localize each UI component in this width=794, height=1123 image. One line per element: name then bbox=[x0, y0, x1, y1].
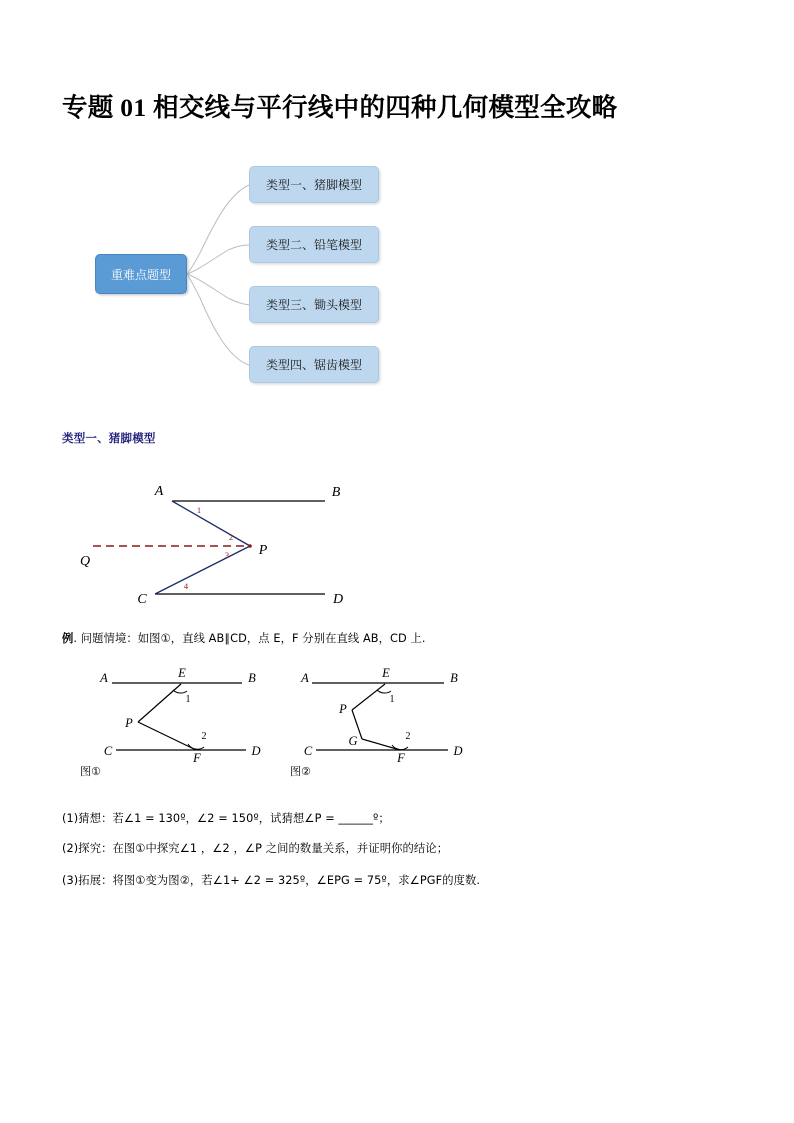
label-point-a: A bbox=[154, 484, 164, 499]
sub2-angle-label-1: 1 bbox=[389, 694, 395, 705]
sub2-angle-arc-1 bbox=[377, 690, 391, 693]
label-point-p: P bbox=[258, 543, 268, 558]
sub2-label-f: F bbox=[397, 751, 405, 765]
mindmap-leaf-node-4 bbox=[249, 346, 379, 383]
example-marker: 例 bbox=[62, 632, 74, 645]
sub2-angle-label-2: 2 bbox=[405, 731, 411, 742]
sub1-label-e: E bbox=[178, 666, 186, 680]
sub2-label-d: D bbox=[453, 744, 463, 758]
sub-figure-2-caption: 图② bbox=[290, 765, 311, 778]
sub2-segment-pe bbox=[352, 684, 385, 710]
sub2-label-p: P bbox=[339, 702, 347, 716]
sub1-label-d: D bbox=[251, 744, 261, 758]
sub1-label-f: F bbox=[193, 751, 201, 765]
sub1-angle-arc-1 bbox=[173, 690, 187, 693]
angle-label-2: 2 bbox=[228, 532, 234, 542]
mindmap-leaf-label-2: 类型二、铅笔模型 bbox=[265, 238, 362, 252]
label-point-q: Q bbox=[79, 554, 91, 569]
question-line-1: (1)猜想：若∠1 = 130º，∠2 = 150º，试猜想∠P = ______º； bbox=[62, 812, 390, 825]
point-p-marker bbox=[248, 544, 252, 548]
angle-label-4: 4 bbox=[183, 581, 189, 591]
mindmap-leaf-node-3 bbox=[249, 286, 379, 323]
sub-figure-1 bbox=[90, 665, 310, 780]
sub1-label-p: P bbox=[125, 716, 133, 730]
section-heading: 类型一、猪脚模型 bbox=[62, 431, 156, 445]
question-line-2: (2)探究：在图①中探究∠1 ，∠2 ，∠P 之间的数量关系，并证明你的结论； bbox=[62, 842, 449, 855]
page-title: 专题 01 相交线与平行线中的四种几何模型全攻略 bbox=[62, 93, 618, 122]
question-line-3: (3)拓展：将图①变为图②，若∠1+ ∠2 = 325º，∠EPG = 75º，求∠PGF的度数. bbox=[62, 874, 481, 887]
sub-figure-2-svg bbox=[300, 665, 520, 780]
sub2-label-e: E bbox=[382, 666, 390, 680]
sub1-label-c: C bbox=[103, 744, 113, 758]
sub-figure-2 bbox=[300, 665, 520, 780]
sub1-angle-label-1: 1 bbox=[185, 694, 191, 705]
connector-1 bbox=[187, 185, 249, 274]
sub-figure-1-svg bbox=[90, 665, 310, 780]
sub1-angle-label-2: 2 bbox=[201, 731, 207, 742]
mindmap-root-node bbox=[95, 254, 187, 294]
sub2-label-b: B bbox=[450, 671, 458, 685]
example-line bbox=[62, 630, 426, 646]
sub-figure-1-caption: 图① bbox=[80, 765, 101, 778]
sub1-label-b: B bbox=[248, 671, 256, 685]
mindmap-leaf-label-4: 类型四、锯齿模型 bbox=[265, 358, 362, 372]
label-point-c: C bbox=[137, 592, 147, 607]
sub1-segment-pe bbox=[138, 684, 181, 722]
main-geometry-figure bbox=[62, 470, 402, 615]
sub2-label-g: G bbox=[348, 734, 358, 748]
main-figure-svg bbox=[62, 470, 402, 615]
example-text: . 问题情境：如图①，直线 AB∥CD，点 E，F 分别在直线 AB，CD 上. bbox=[73, 632, 426, 645]
mindmap-leaf-label-3: 类型三、锄头模型 bbox=[265, 298, 362, 312]
sub1-angle-arc-2 bbox=[188, 744, 204, 749]
mindmap-diagram bbox=[88, 158, 408, 396]
label-point-d: D bbox=[332, 592, 344, 607]
sub1-segment-pf bbox=[138, 722, 196, 750]
label-point-b: B bbox=[331, 485, 341, 500]
mindmap-root-label: 重难点题型 bbox=[110, 267, 171, 282]
segment-cp bbox=[155, 546, 250, 594]
sub2-label-c: C bbox=[303, 744, 313, 758]
sub2-segment-gf bbox=[362, 739, 400, 750]
sub2-label-a: A bbox=[301, 671, 309, 685]
sub1-label-a: A bbox=[100, 671, 108, 685]
mindmap-leaf-node-1 bbox=[249, 166, 379, 203]
angle-label-1: 1 bbox=[196, 505, 202, 515]
mindmap-leaf-label-1: 类型一、猪脚模型 bbox=[265, 178, 362, 192]
angle-label-3: 3 bbox=[224, 550, 230, 560]
connector-3 bbox=[187, 274, 249, 305]
segment-ap bbox=[172, 501, 250, 546]
connector-4 bbox=[187, 274, 249, 365]
mindmap-leaf-node-2 bbox=[249, 226, 379, 263]
